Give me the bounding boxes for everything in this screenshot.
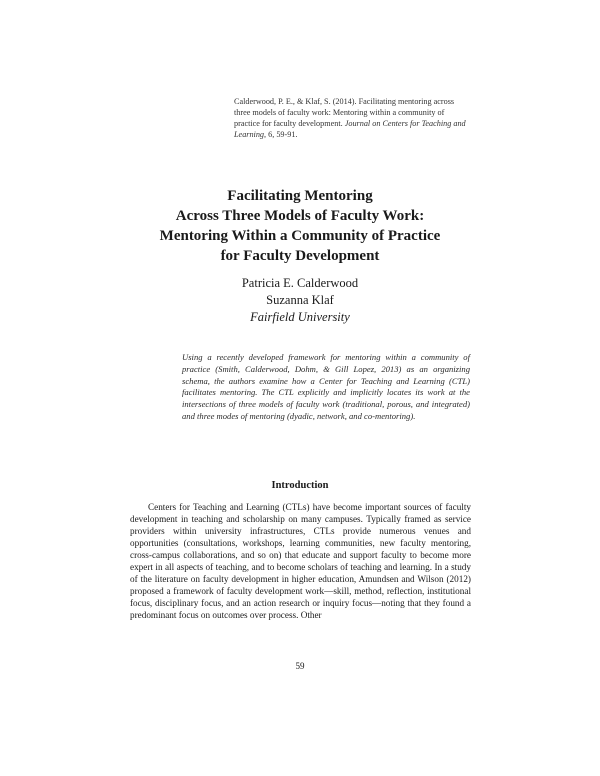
citation-journal: Journal on Centers for Teaching and Learning: [234, 119, 466, 139]
abstract: Using a recently developed framework for mentoring within a community of practice (Smith, Calderwood, Dohm, & Gill Lopez, 2013) as an organizing schema, the authors examine how a Center for Teaching and Learning (CTL) facilitates mentoring. The CTL explicitly and implicitly locates its work at the intersections of three models of faculty work (traditional, porous, and integrated) and three modes of mentoring (dyadic, network, and co-mentoring).: [182, 352, 470, 421]
title-line: Facilitating Mentoring: [227, 188, 373, 204]
author-block: [0, 275, 600, 326]
citation-block: [234, 96, 466, 140]
page-number: 59: [295, 661, 305, 671]
citation-volume-pages: , 6, 59-91.: [264, 130, 298, 139]
section-heading: Introduction: [271, 480, 329, 491]
title-line: Across Three Models of Faculty Work:: [175, 208, 425, 224]
body-paragraph: Centers for Teaching and Learning (CTLs) have become important sources of faculty development in teaching and scholarship on many campuses. Typically framed as service providers within university infrastructures, CTLs provide numerous venues and opportunities (consultations, workshops, learning communities, new faculty mentoring, cross-campus collaborations, and so on) that educate and support faculty to become more expert in all aspects of teaching, and to become scholars of teaching and learning. In a study of the literature on faculty development in higher education, Amundsen and Wilson (2012) proposed a framework of faculty development work—skill, method, reflection, institutional focus, disciplinary focus, and an action research or inquiry focus—noting that they found a predominant focus on outcomes over process. Other: [130, 502, 471, 621]
author-affiliation: Fairfield University: [250, 310, 350, 324]
title-line: for Faculty Development: [220, 248, 380, 264]
article-title: [0, 186, 600, 266]
citation-text: Calderwood, P. E., & Klaf, S. (2014). Facilitating mentoring across three models of faculty work: Mentoring within a community of practice for faculty development.: [234, 97, 455, 128]
author-name: Patricia E. Calderwood: [241, 276, 359, 290]
author-name: Suzanna Klaf: [266, 293, 334, 307]
title-line: Mentoring Within a Community of Practice: [159, 228, 441, 244]
